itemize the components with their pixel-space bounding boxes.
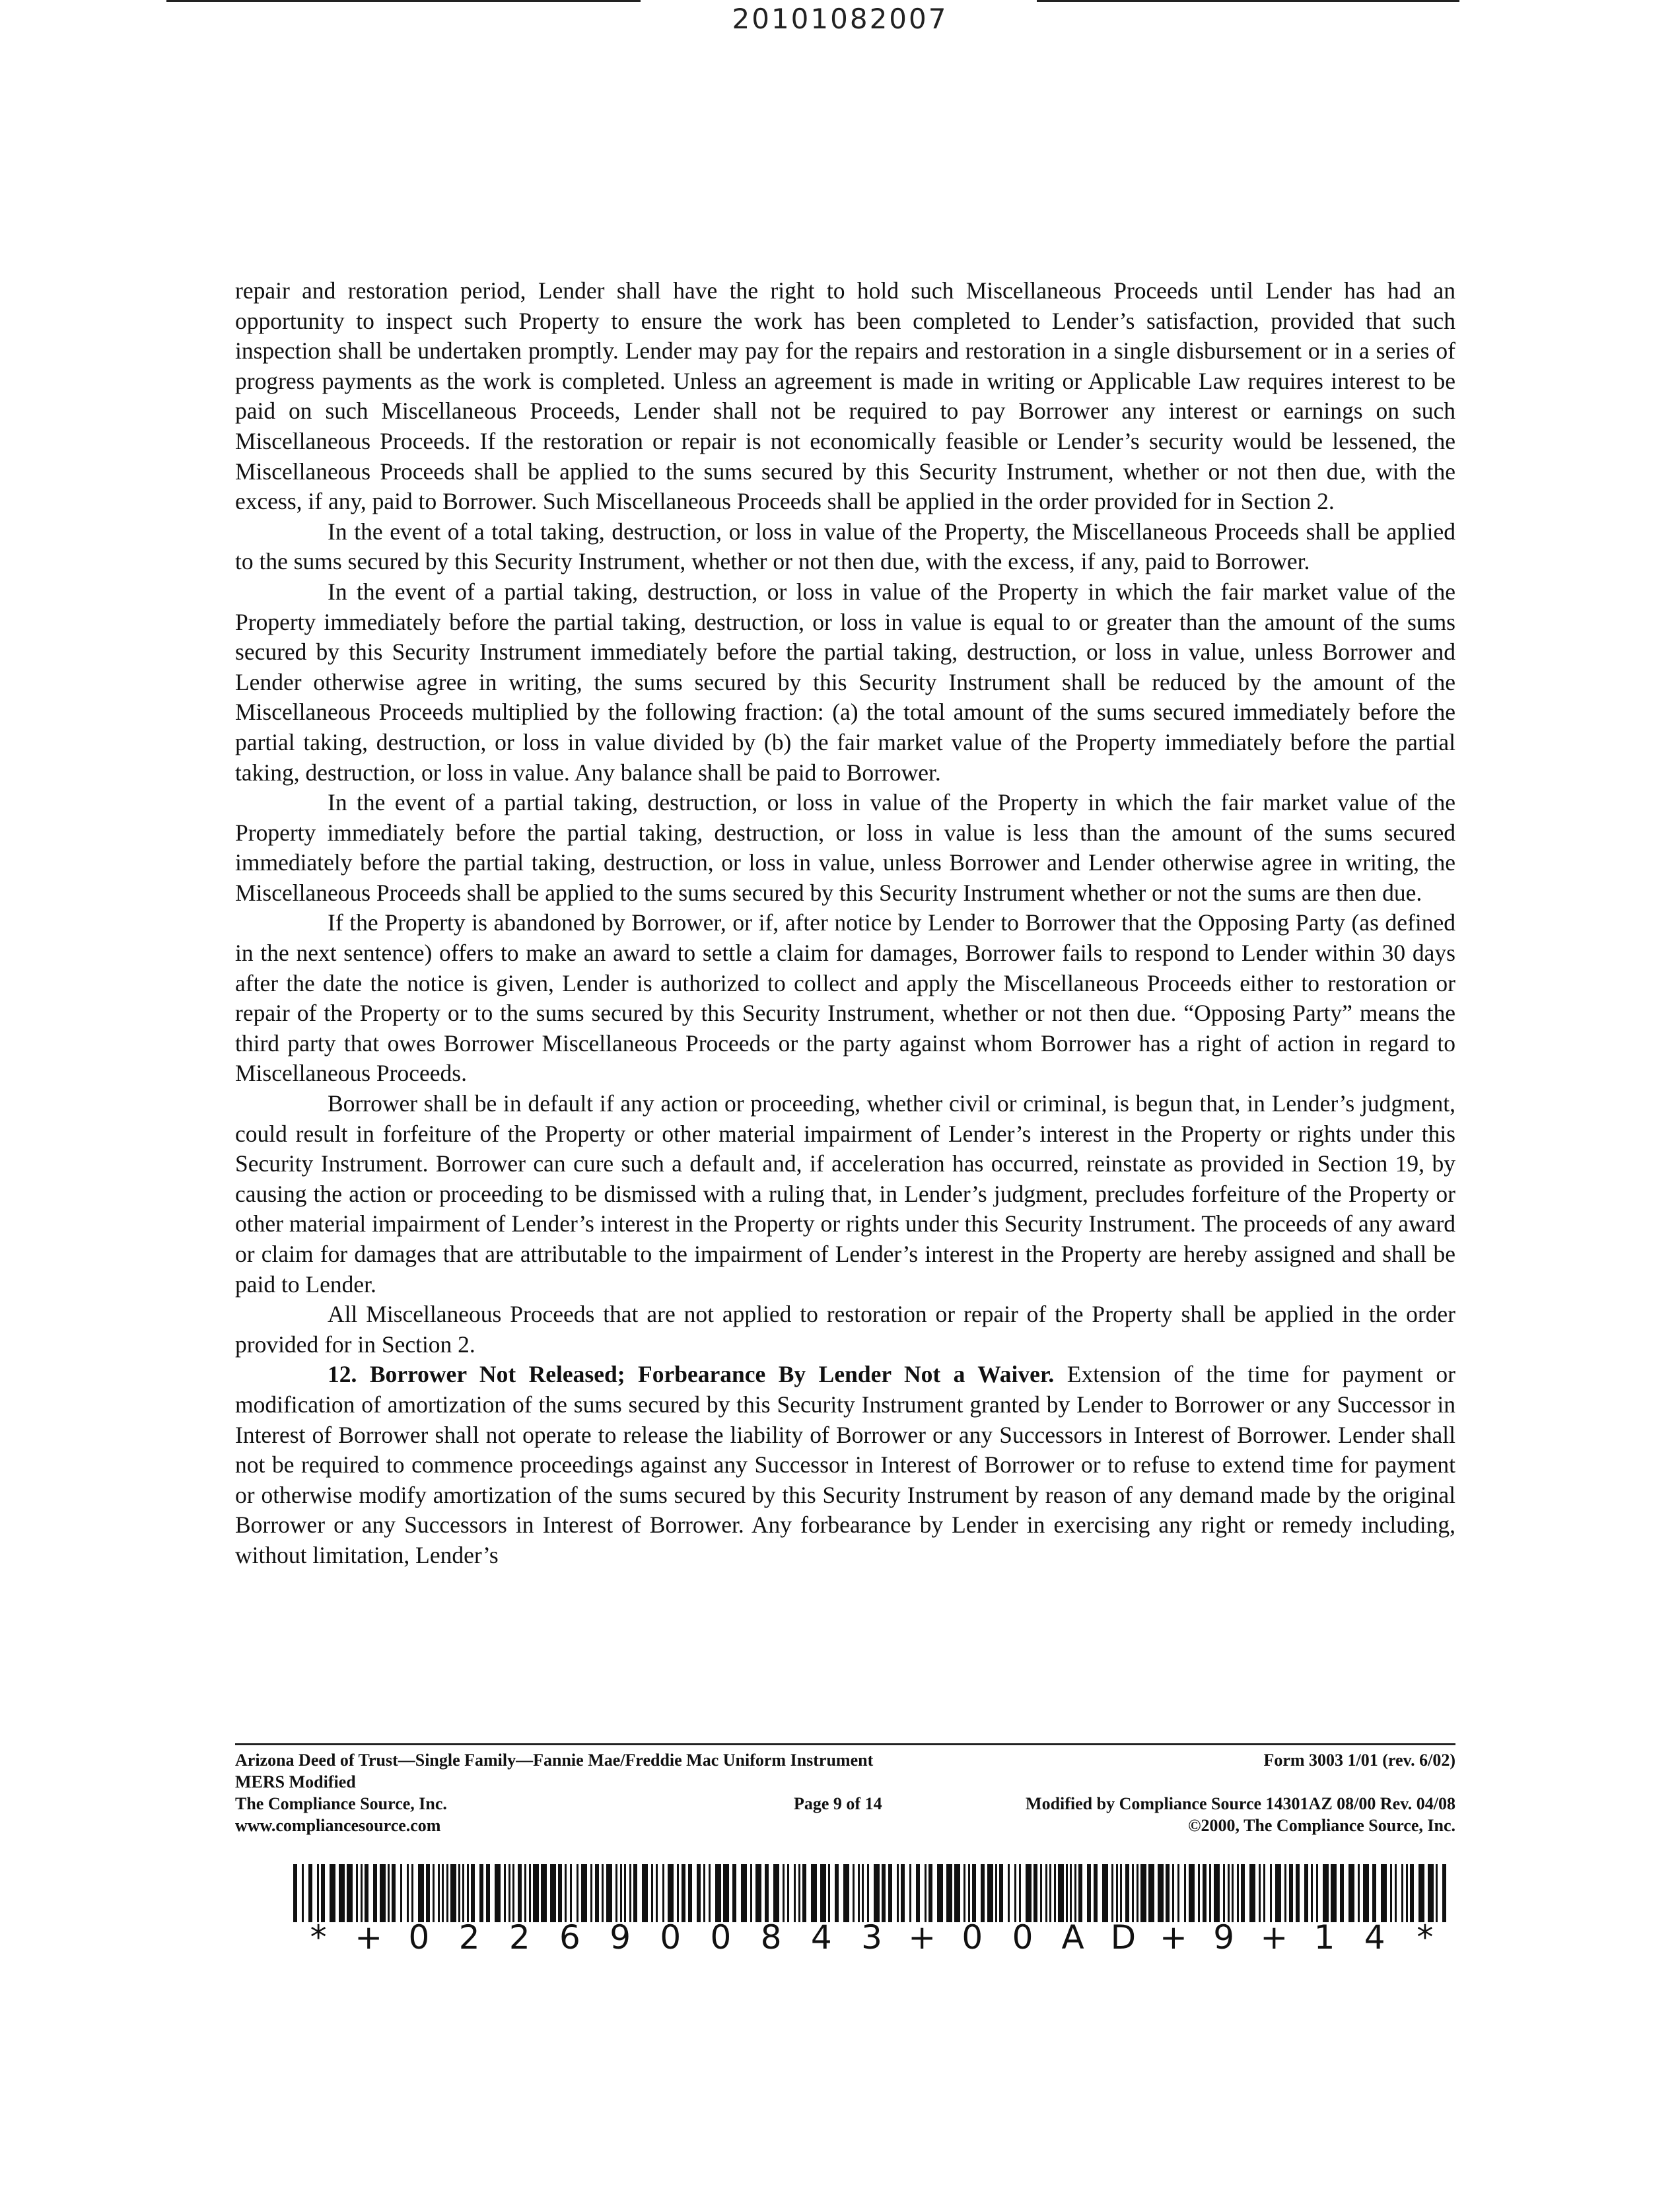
barcode-bar	[968, 1864, 970, 1922]
barcode-character: *	[310, 1918, 327, 1957]
barcode-bar	[999, 1864, 1003, 1922]
document-body	[235, 276, 1455, 1571]
body-paragraph	[235, 1089, 1455, 1300]
barcode-bar	[642, 1864, 648, 1922]
barcode-bar	[1270, 1864, 1272, 1922]
barcode-bar	[802, 1864, 806, 1922]
barcode-character: 2	[458, 1918, 480, 1957]
barcode-bar	[1049, 1864, 1051, 1922]
barcode-bar	[1094, 1864, 1098, 1922]
document-number: 20101082007	[732, 3, 948, 35]
barcode-character: +	[1160, 1918, 1187, 1957]
barcode-bar	[656, 1864, 658, 1922]
barcode-bar	[550, 1864, 556, 1922]
barcode-bar	[388, 1864, 390, 1922]
paragraph-text: repair and restoration period, Lender shall have the right to hold such Miscellaneous Proceeds until Lender has had an opportunity to inspect such Property to ensure the work has been completed to Lender’s satisfaction, provided that such inspection shall be undertaken promptly. Lender may pay for the repairs and restoration in a single disbursement or in a series of progress payments as the work is completed. Unless an agreement is made in writing or Applicable Law requires interest to be paid on such Miscellaneous Proceeds, Lender shall not be required to pay Borrower any interest or earnings on such Miscellaneous Proceeds. If the restoration or repair is not economically feasible or Lender’s security would be lessened, the Miscellaneous Proceeds shall be applied to the sums secured by this Security Instrument, whether or not then due, with the excess, if any, paid to Borrower. Such Miscellaneous Proceeds shall be applied in the order provided for in Section 2.	[235, 277, 1455, 515]
barcode-bar	[1019, 1864, 1021, 1922]
barcode-bar	[361, 1864, 363, 1922]
barcode-bar	[1116, 1864, 1118, 1922]
barcode-bar	[330, 1864, 335, 1922]
barcode-bar	[862, 1864, 864, 1922]
barcode-bar	[874, 1864, 880, 1922]
barcode-bar	[820, 1864, 826, 1922]
barcode-bar	[1289, 1864, 1293, 1922]
paragraph-text: Borrower shall be in default if any action or proceeding, whether civil or criminal, is begun that, in Lender’s judgment, could result in forfeiture of the Property or other material impairment of Lender’s interest in the Property or rights under this Security Instrument. Borrower can cure such a default and, if acceleration has occurred, reinstate as provided in Section 19, by causing the action or proceeding to be dismissed with a ruling that, in Lender’s judgment, precludes forfeiture of the Property or other material impairment of Lender’s interest in the Property or rights under this Security Instrument. The proceeds of any award or claim for damages that are attributable to the impairment of Lender’s interest in the Property are hereby assigned and shall be paid to Lender.	[235, 1090, 1455, 1298]
barcode-character: 6	[559, 1918, 580, 1957]
paragraph-text: Extension of the time for payment or modification of amortization of the sums secured by this Security Instrument granted by Lender to Borrower or any Successor in Interest of Borrower shall not operate to release the liability of Borrower or any Successors in Interest of Borrower. Lender shall not be required to commence proceedings against any Successor in Interest of Borrower or to refuse to extend time for payment or otherwise modify amortization of the sums secured by this Security Instrument by reason of any demand made by the original Borrower or any Successors in Interest of Borrower. Any forbearance by Lender in exercising any right or remedy including, without limitation, Lender’s	[235, 1361, 1455, 1568]
barcode-bar	[1263, 1864, 1265, 1922]
barcode-bar	[901, 1864, 905, 1922]
body-paragraph	[235, 577, 1455, 788]
barcode-bar	[709, 1864, 711, 1922]
barcode-bar	[811, 1864, 817, 1922]
barcode-bar	[479, 1864, 483, 1922]
barcode-character: 9	[610, 1918, 631, 1957]
barcode-bar	[565, 1864, 567, 1922]
barcode-bar	[1311, 1864, 1313, 1922]
barcode-bar	[1275, 1864, 1281, 1922]
barcode-bar	[471, 1864, 475, 1922]
barcode-character: 3	[861, 1918, 882, 1957]
barcode-bar	[987, 1864, 993, 1922]
body-paragraph	[235, 1360, 1455, 1570]
barcode-character: 0	[710, 1918, 732, 1957]
barcode-bar	[1070, 1864, 1072, 1922]
barcode-bar	[1033, 1864, 1037, 1922]
barcode-bar	[602, 1864, 604, 1922]
barcode-bar	[1436, 1864, 1438, 1922]
barcode-bar	[606, 1864, 612, 1922]
barcode-bar	[677, 1864, 679, 1922]
barcode-bar	[662, 1864, 664, 1922]
barcode-bar	[1137, 1864, 1138, 1922]
barcode-character: 0	[660, 1918, 682, 1957]
barcode-character: 4	[810, 1918, 832, 1957]
barcode-bar	[633, 1864, 637, 1922]
website: www.compliancesource.com	[235, 1816, 441, 1835]
barcode-bar	[1331, 1864, 1337, 1922]
barcode	[293, 1864, 1450, 1922]
barcode-character: +	[355, 1918, 383, 1957]
barcode-bar	[504, 1864, 506, 1922]
barcode-bar	[697, 1864, 701, 1922]
barcode-bar	[1249, 1864, 1255, 1922]
barcode-bar	[1026, 1864, 1032, 1922]
barcode-character: 1	[1313, 1918, 1335, 1957]
paragraph-text: In the event of a total taking, destruction, or loss in value of the Property, the Miscellaneous Proceeds shall be applied to the sums secured by this Security Instrument, whether or not then due, with the excess, if any, paid to Borrower.	[235, 518, 1455, 575]
form-number: Form 3003 1/01 (rev. 6/02)	[1263, 1751, 1455, 1770]
barcode-bar	[853, 1864, 855, 1922]
barcode-bar	[1296, 1864, 1300, 1922]
barcode-bar	[843, 1864, 849, 1922]
body-paragraph	[235, 276, 1455, 517]
barcode-bar	[1014, 1864, 1016, 1922]
barcode-bar	[888, 1864, 892, 1922]
barcode-bar	[1058, 1864, 1064, 1922]
barcode-bar	[755, 1864, 761, 1922]
barcode-bar	[624, 1864, 626, 1922]
barcode-bar	[1177, 1864, 1179, 1922]
barcode-bar	[1358, 1864, 1360, 1922]
barcode-bar	[703, 1864, 705, 1922]
barcode-bar	[783, 1864, 785, 1922]
barcode-bar	[1102, 1864, 1108, 1922]
barcode-bar	[773, 1864, 779, 1922]
barcode-bar	[321, 1864, 325, 1922]
barcode-bar	[835, 1864, 839, 1922]
barcode-bar	[541, 1864, 547, 1922]
barcode-bar	[1304, 1864, 1308, 1922]
barcode-bar	[512, 1864, 514, 1922]
barcode-bar	[1363, 1864, 1369, 1922]
barcode-bar	[458, 1864, 460, 1922]
barcode-character: +	[1260, 1918, 1288, 1957]
barcode-bar	[518, 1864, 522, 1922]
form-title: Arizona Deed of Trust—Single Family—Fannie Mae/Freddie Mac Uniform Instrument	[235, 1751, 874, 1770]
barcode-bar	[909, 1864, 911, 1922]
barcode-bar	[1316, 1864, 1318, 1922]
body-paragraph	[235, 788, 1455, 908]
barcode-bar	[1390, 1864, 1392, 1922]
barcode-bar	[1395, 1864, 1397, 1922]
barcode-character: A	[1061, 1918, 1084, 1957]
barcode-bar	[651, 1864, 653, 1922]
paragraph-text: In the event of a partial taking, destruction, or loss in value of the Property in which the fair market value of the Property immediately before the partial taking, destruction, or loss in value is less than the amount of the sums secured immediately before the partial taking, destruction, or loss in value, unless Borrower and Lender otherwise agree in writing, the Miscellaneous Proceeds shall be applied to the sums secured by this Security Instrument whether or not the sums are then due.	[235, 789, 1455, 906]
body-paragraph	[235, 908, 1455, 1089]
barcode-bar	[1158, 1864, 1164, 1922]
barcode-bar	[723, 1864, 729, 1922]
barcode-bar	[365, 1864, 368, 1922]
barcode-bar	[1140, 1864, 1146, 1922]
modified-by: Modified by Compliance Source 14301AZ 08/00 Rev. 04/08	[1026, 1794, 1455, 1813]
barcode-bar	[1284, 1864, 1286, 1922]
barcode-bar	[529, 1864, 531, 1922]
barcode-bar	[972, 1864, 976, 1922]
barcode-bar	[373, 1864, 377, 1922]
barcode-bar	[533, 1864, 539, 1922]
barcode-bar	[1111, 1864, 1113, 1922]
barcode-bar	[1259, 1864, 1261, 1922]
barcode-character: *	[1417, 1918, 1434, 1957]
barcode-bar	[558, 1864, 562, 1922]
barcode-bar	[524, 1864, 526, 1922]
body-paragraph	[235, 517, 1455, 577]
barcode-bar	[1428, 1864, 1434, 1922]
barcode-bar	[937, 1864, 943, 1922]
barcode-bar	[433, 1864, 435, 1922]
barcode-bar	[1203, 1864, 1207, 1922]
barcode-bar	[1120, 1864, 1122, 1922]
barcode-bar	[426, 1864, 430, 1922]
barcode-bar	[858, 1864, 860, 1922]
barcode-bar	[668, 1864, 674, 1922]
barcode-bar	[916, 1864, 920, 1922]
barcode-bar	[1323, 1864, 1329, 1922]
barcode-bar	[1198, 1864, 1200, 1922]
barcode-bar	[732, 1864, 736, 1922]
barcode-bar	[1132, 1864, 1134, 1922]
barcode-character: 2	[508, 1918, 530, 1957]
barcode-bar	[1008, 1864, 1010, 1922]
barcode-bar	[508, 1864, 510, 1922]
barcode-bar	[486, 1864, 490, 1922]
barcode-bar	[595, 1864, 599, 1922]
barcode-bar	[442, 1864, 444, 1922]
barcode-bar	[1189, 1864, 1195, 1922]
barcode-character: 0	[1012, 1918, 1033, 1957]
barcode-bar	[981, 1864, 985, 1922]
barcode-bar	[1237, 1864, 1239, 1922]
barcode-bar	[392, 1864, 396, 1922]
barcode-bar	[1074, 1864, 1076, 1922]
barcode-bar	[715, 1864, 721, 1922]
barcode-bar	[1372, 1864, 1376, 1922]
barcode-bar	[450, 1864, 456, 1922]
barcode-bar	[1087, 1864, 1091, 1922]
barcode-bar	[317, 1864, 319, 1922]
barcode-bar	[995, 1864, 997, 1922]
barcode-bar	[1241, 1864, 1245, 1922]
barcode-bar	[682, 1864, 685, 1922]
barcode-bar	[798, 1864, 800, 1922]
barcode-bar	[615, 1864, 617, 1922]
company-name: The Compliance Source, Inc.	[235, 1794, 447, 1813]
barcode-character: D	[1110, 1918, 1137, 1957]
barcode-bar	[897, 1864, 899, 1922]
barcode-character: 0	[962, 1918, 983, 1957]
barcode-bar	[380, 1864, 386, 1922]
barcode-character: 9	[1213, 1918, 1235, 1957]
barcode-bar	[308, 1864, 312, 1922]
barcode-bar	[1348, 1864, 1354, 1922]
section-heading: 12. Borrower Not Released; Forbearance By Lender Not a Waiver.	[328, 1361, 1055, 1388]
barcode-bar	[1209, 1864, 1211, 1922]
paragraph-text: In the event of a partial taking, destruction, or loss in value of the Property in which the fair market value of the Property immediately before the partial taking, destruction, or loss in value is equal to or greater than the amount of the sums secured by this Security Instrument immediately before the partial taking, destruction, or loss in value, unless Borrower and Lender otherwise agree in writing, the sums secured by this Security Instrument shall be reduced by the amount of the Miscellaneous Proceeds multiplied by the following fraction: (a) the total amount of the sums secured immediately before the partial taking, destruction, or loss in value divided by (b) the fair market value of the Property immediately before the partial taking, destruction, or loss in value. Any balance shall be paid to Borrower.	[235, 578, 1455, 786]
barcode-bar	[925, 1864, 927, 1922]
barcode-bar	[302, 1864, 304, 1922]
barcode-bar	[339, 1864, 345, 1922]
barcode-bar	[765, 1864, 769, 1922]
barcode-character: +	[908, 1918, 936, 1957]
barcode-bar	[1214, 1864, 1220, 1922]
barcode-bar	[347, 1864, 353, 1922]
body-paragraph	[235, 1300, 1455, 1360]
barcode-bar	[1442, 1864, 1446, 1922]
barcode-character: 4	[1364, 1918, 1385, 1957]
barcode-bar	[1418, 1864, 1424, 1922]
paragraph-text: If the Property is abandoned by Borrower, or if, after notice by Lender to Borrower that the Opposing Party (as defined in the next sentence) offers to make an award to settle a claim for damages, Borrower fails to respond to Lender within 30 days after the date the notice is given, Lender is authorized to collect and apply the Miscellaneous Proceeds either to restoration or repair of the Property or to the sums secured by this Security Instrument, whether or not then due. “Opposing Party” means the third party that owes Borrower Miscellaneous Proceeds or the party against whom Borrower has a right of action in regard to Miscellaneous Proceeds.	[235, 909, 1455, 1087]
barcode-bar	[577, 1864, 578, 1922]
barcode-bar	[1066, 1864, 1068, 1922]
barcode-text	[293, 1918, 1450, 1957]
barcode-bar	[1381, 1864, 1387, 1922]
barcode-bar	[1223, 1864, 1225, 1922]
barcode-character: 8	[760, 1918, 782, 1957]
barcode-bar	[438, 1864, 440, 1922]
barcode-bar	[570, 1864, 572, 1922]
barcode-bar	[1184, 1864, 1186, 1922]
barcode-bar	[1406, 1864, 1408, 1922]
barcode-bar	[828, 1864, 830, 1922]
barcode-bar	[963, 1864, 965, 1922]
paragraph-text: All Miscellaneous Proceeds that are not applied to restoration or repair of the Property shall be applied in the order provided for in Section 2.	[235, 1301, 1455, 1358]
barcode-bar	[581, 1864, 587, 1922]
barcode-character: 0	[408, 1918, 430, 1957]
barcode-bar	[1045, 1864, 1047, 1922]
page-number: Page 9 of 14	[794, 1794, 882, 1813]
top-rule-right	[1037, 0, 1459, 2]
barcode-bar	[1078, 1864, 1082, 1922]
barcode-bar	[1410, 1864, 1414, 1922]
barcode-bar	[867, 1864, 869, 1922]
barcode-bar	[750, 1864, 752, 1922]
top-rule-left	[166, 0, 641, 2]
barcode-bar	[1148, 1864, 1154, 1922]
barcode-bar	[882, 1864, 886, 1922]
page-footer	[235, 1743, 1455, 1836]
barcode-bar	[1340, 1864, 1344, 1922]
barcode-bar	[1040, 1864, 1042, 1922]
barcode-bar	[741, 1864, 747, 1922]
barcode-bar	[467, 1864, 469, 1922]
barcode-bar	[1401, 1864, 1403, 1922]
mers-modified: MERS Modified	[235, 1772, 356, 1791]
copyright: ©2000, The Compliance Source, Inc.	[1188, 1816, 1455, 1835]
barcode-bar	[688, 1864, 692, 1922]
barcode-bar	[293, 1864, 297, 1922]
barcode-bar	[946, 1864, 952, 1922]
barcode-bar	[590, 1864, 592, 1922]
barcode-bar	[400, 1864, 402, 1922]
barcode-bar	[629, 1864, 631, 1922]
barcode-bar	[954, 1864, 960, 1922]
barcode-bar	[620, 1864, 622, 1922]
barcode-bar	[1125, 1864, 1129, 1922]
barcode-bar	[1172, 1864, 1174, 1922]
barcode-bar	[1054, 1864, 1056, 1922]
barcode-bar	[928, 1864, 932, 1922]
barcode-bar	[462, 1864, 464, 1922]
barcode-bar	[787, 1864, 789, 1922]
barcode-bar	[495, 1864, 501, 1922]
barcode-bar	[1166, 1864, 1170, 1922]
barcode-bar	[418, 1864, 424, 1922]
barcode-bar	[446, 1864, 448, 1922]
barcode-bar	[1232, 1864, 1234, 1922]
barcode-bar	[411, 1864, 413, 1922]
barcode-bar	[794, 1864, 796, 1922]
barcode-bar	[407, 1864, 409, 1922]
barcode-bar	[1228, 1864, 1230, 1922]
barcode-bar	[356, 1864, 358, 1922]
